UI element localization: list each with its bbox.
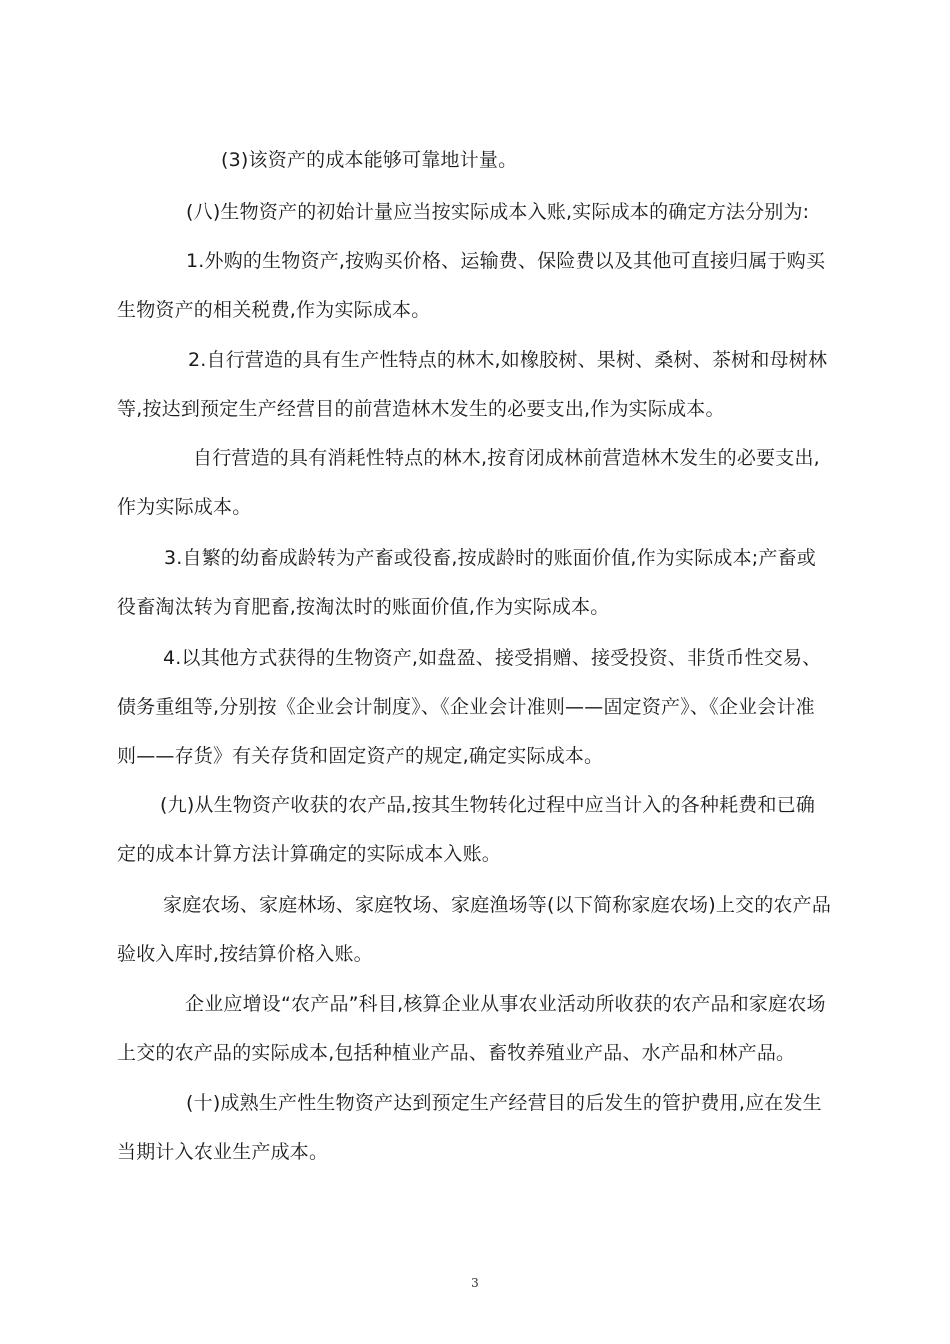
paragraph-section-9-harvested-products: (九)从生物资产收获的农产品,按其生物转化过程中应当计入的各种耗费和已确定的成本计算方法计算确定的实际成本入账。	[117, 794, 816, 865]
paragraph-consumable-forest: 自行营造的具有消耗性特点的林木,按育闭成林前营造林木发生的必要支出,作为实际成本。	[117, 447, 820, 518]
paragraph-asset-cost-measurable: (3)该资产的成本能够可靠地计量。	[221, 149, 518, 171]
paragraph-section-8-initial-measurement: (八)生物资产的初始计量应当按实际成本入账,实际成本的确定方法分别为:	[186, 201, 810, 223]
paragraph-agricultural-products-account: 企业应增设“农产品”科目,核算企业从事农业活动所收获的农产品和家庭农场上交的农产品的实际成本,包括种植业产品、畜牧养殖业产品、水产品和林产品。	[117, 993, 826, 1064]
paragraph-purchased-assets: 1.外购的生物资产,按购买价格、运输费、保险费以及其他可直接归属于购买生物资产的相关税费,作为实际成本。	[117, 250, 826, 321]
paragraph-section-10-maintenance-costs: (十)成熟生产性生物资产达到预定生产经营目的后发生的管护费用,应在发生当期计入农业生产成本。	[117, 1092, 822, 1163]
paragraph-other-acquisition: 4.以其他方式获得的生物资产,如盘盈、接受捐赠、接受投资、非货币性交易、债务重组等,分别按《企业会计制度》、《企业会计准则——固定资产》、《企业会计准则——存货》有关存货和固定资产的规定,确定实际成本。	[117, 647, 822, 767]
paragraph-family-farm: 家庭农场、家庭林场、家庭牧场、家庭渔场等(以下简称家庭农场)上交的农产品验收入库时,按结算价格入账。	[117, 894, 832, 965]
paragraph-livestock: 3.自繁的幼畜成龄转为产畜或役畜,按成龄时的账面价值,作为实际成本;产畜或役畜淘汰转为育肥畜,按淘汰时的账面价值,作为实际成本。	[117, 547, 817, 618]
paragraph-productive-forest: 2.自行营造的具有生产性特点的林木,如橡胶树、果树、桑树、茶树和母树林等,按达到预定生产经营目的前营造林木发生的必要支出,作为实际成本。	[117, 349, 828, 420]
page-number: 3	[471, 1276, 479, 1290]
